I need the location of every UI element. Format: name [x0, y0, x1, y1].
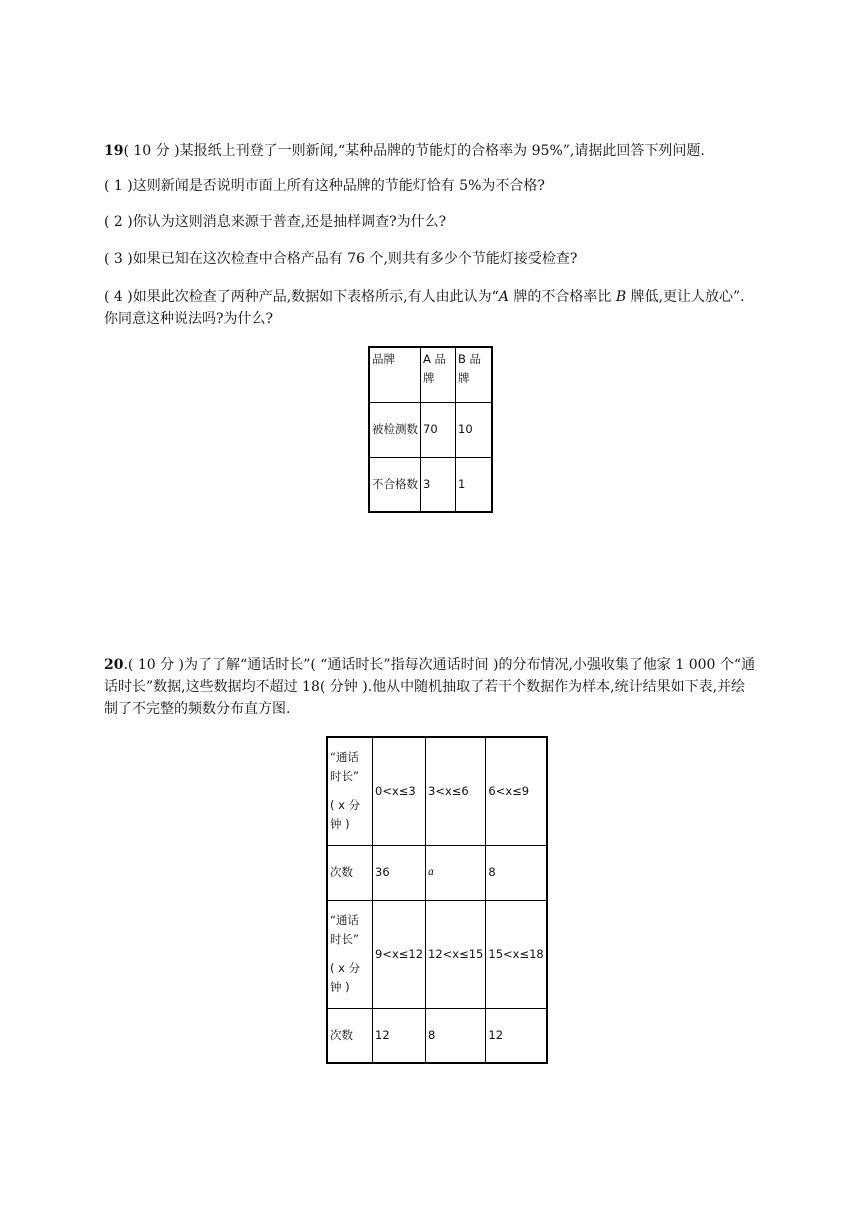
- q19-part3: ( 3 )如果已知在这次检查中合格产品有 76 个,则共有多少个节能灯接受检查?: [104, 251, 578, 267]
- q20-duration-table: [326, 736, 548, 1064]
- table-cell: 8: [486, 845, 547, 900]
- table-cell: 10: [456, 402, 493, 457]
- table-cell: 6<x≤9: [486, 737, 547, 845]
- duration-unit: ( x 分钟 ): [330, 961, 361, 994]
- table-row: [369, 457, 492, 512]
- q19-stem: [104, 140, 756, 162]
- table-cell: 70: [421, 402, 456, 457]
- table-cell: 9<x≤12: [373, 900, 426, 1008]
- q19-part4-a: ( 4 )如果此次检查了两种产品,数据如下表格所示,有人由此认为“: [104, 289, 499, 305]
- q20-stem: [104, 654, 756, 720]
- table-header-cell: B 品牌: [456, 347, 493, 402]
- table-row-label: [327, 737, 373, 845]
- table-cell: a: [426, 845, 486, 900]
- q19-part4: [104, 286, 756, 330]
- q19-brand-table: [368, 346, 493, 513]
- table-row: [327, 845, 547, 900]
- duration-unit: ( x 分钟 ): [330, 798, 361, 832]
- table-cell: 36: [373, 845, 426, 900]
- table-cell: 12<x≤15: [426, 900, 486, 1008]
- table-row-label: 次数: [327, 845, 373, 900]
- q20-stem-text: 为了了解“通话时长”( “通话时长”指每次通话时间 )的分布情况,小强收集了他家 1 000 个“通话时长”数据,这些数据均不超过 18( 分钟 ).他从中随机抽取了若干个数据作为样本,统计结果如下表,并绘制了不完整的频数分布直方图.: [104, 657, 756, 717]
- table-row: [327, 900, 547, 1008]
- table-row-label: 被检测数: [369, 402, 421, 457]
- duration-label: “通话时长”: [330, 750, 359, 784]
- q19-part4-c: 牌低,更让人放心”.你同意这种说法吗?为什么?: [104, 289, 745, 327]
- table-cell: 12: [373, 1008, 426, 1063]
- table-row: [369, 347, 492, 402]
- table-row-label: 不合格数: [369, 457, 421, 512]
- q19-points: ( 10 分 ): [123, 143, 180, 159]
- table-cell: 3<x≤6: [426, 737, 486, 845]
- q20-number: 20: [104, 657, 124, 673]
- q19-part1: ( 1 )这则新闻是否说明市面上所有这种品牌的节能灯恰有 5%为不合格?: [104, 178, 545, 194]
- table-header-cell: A 品牌: [421, 347, 456, 402]
- table-cell: 1: [456, 457, 493, 512]
- q19-part2: ( 2 )你认为这则消息来源于普查,还是抽样调查?为什么?: [104, 214, 447, 230]
- duration-label: “通话时长”: [330, 913, 359, 946]
- table-cell: 8: [426, 1008, 486, 1063]
- table-cell: 12: [486, 1008, 547, 1063]
- table-header-cell: 品牌: [369, 347, 421, 402]
- q19-part4-b: 牌的不合格率比: [508, 289, 616, 305]
- q19-number: 19: [104, 143, 124, 159]
- table-cell: 3: [421, 457, 456, 512]
- table-row-label: [327, 900, 373, 1008]
- table-cell: 15<x≤18: [486, 900, 547, 1008]
- table-cell: 0<x≤3: [373, 737, 426, 845]
- q19-part4-B: B: [615, 289, 627, 305]
- q19-stem-text: 某报纸上刊登了一则新闻,“某种品牌的节能灯的合格率为 95%”,请据此回答下列问题.: [179, 143, 705, 159]
- table-row: [327, 737, 547, 845]
- table-row: [369, 402, 492, 457]
- q20-points: .( 10 分 ): [123, 657, 185, 673]
- table-row: [327, 1008, 547, 1063]
- q19-part4-A: A: [498, 289, 509, 305]
- table-row-label: 次数: [327, 1008, 373, 1063]
